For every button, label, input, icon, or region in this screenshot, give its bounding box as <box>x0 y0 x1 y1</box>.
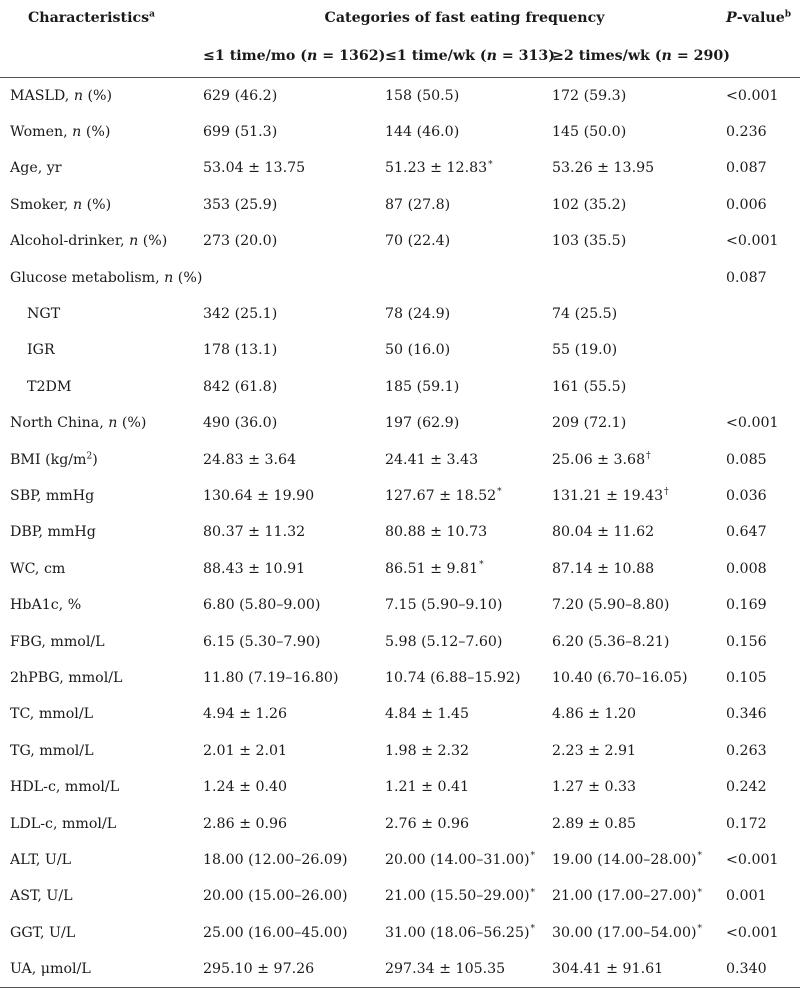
cell-pvalue: 0.036 <box>726 487 767 504</box>
cell-group-3: 80.04 ± 11.62 <box>552 524 655 541</box>
cell-group-3: 4.86 ± 1.20 <box>552 706 637 723</box>
table-row <box>0 478 800 514</box>
row-label: NGT <box>27 306 61 323</box>
cell-group-1: 178 (13.1) <box>203 342 278 359</box>
row-label: ALT, U/L <box>10 851 72 868</box>
cell-group-2: 185 (59.1) <box>385 378 460 395</box>
cell-pvalue: 0.346 <box>726 706 767 723</box>
cell-pvalue: 0.236 <box>726 124 767 141</box>
cell-group-2: 78 (24.9) <box>385 306 451 323</box>
cell-group-2: 4.84 ± 1.45 <box>385 706 470 723</box>
row-label: Glucose metabolism, n (%) <box>10 269 203 286</box>
cell-pvalue: 0.169 <box>726 597 767 614</box>
cell-pvalue: 0.340 <box>726 960 767 977</box>
significance-mark: * <box>697 887 703 898</box>
row-label: TG, mmol/L <box>10 742 94 759</box>
cell-group-1: 1.24 ± 0.40 <box>203 779 288 796</box>
cell-pvalue: 0.006 <box>726 196 767 213</box>
table-row <box>0 551 800 587</box>
cell-group-1: 699 (51.3) <box>203 124 278 141</box>
cell-group-1: 295.10 ± 97.26 <box>203 960 315 977</box>
cell-pvalue <box>726 296 800 332</box>
cell-pvalue: 0.647 <box>726 524 767 541</box>
table-row <box>0 332 800 368</box>
cell-group-1: 273 (20.0) <box>203 233 278 250</box>
cell-group-3: 131.21 ± 19.43† <box>552 487 669 504</box>
cell-group-3: 103 (35.5) <box>552 233 627 250</box>
cell-group-1: 18.00 (12.00–26.09) <box>203 851 348 868</box>
cell-pvalue: 0.263 <box>726 742 767 759</box>
cell-pvalue: <0.001 <box>726 87 779 104</box>
row-label: Alcohol-drinker, n (%) <box>10 233 168 250</box>
row-label: AST, U/L <box>10 888 73 905</box>
table-row <box>0 223 800 259</box>
cell-group-3: 172 (59.3) <box>552 87 627 104</box>
cell-group-3: 10.40 (6.70–16.05) <box>552 669 688 686</box>
cell-group-2: 2.76 ± 0.96 <box>385 815 470 832</box>
significance-mark: * <box>488 159 493 170</box>
row-label: Women, n (%) <box>10 124 111 141</box>
row-label: HbA1c, % <box>10 597 82 614</box>
header-group-3: ≥2 times/wk (n = 290) <box>552 48 730 64</box>
cell-group-2: 7.15 (5.90–9.10) <box>385 597 503 614</box>
cell-group-2: 80.88 ± 10.73 <box>385 524 488 541</box>
cell-pvalue: 0.087 <box>726 269 767 286</box>
cell-group-3: 30.00 (17.00–54.00)* <box>552 923 703 941</box>
cell-pvalue <box>726 369 800 405</box>
cell-group-2: 21.00 (15.50–29.00)* <box>385 887 536 905</box>
cell-pvalue: 0.156 <box>726 633 767 650</box>
cell-group-2: 87 (27.8) <box>385 196 451 213</box>
cell-group-1: 6.80 (5.80–9.00) <box>203 597 321 614</box>
cell-group-2: 86.51 ± 9.81* <box>385 560 484 577</box>
cell-pvalue <box>726 332 800 368</box>
header-group-2: ≤1 time/wk (n = 313) <box>385 48 555 64</box>
cell-group-3: 7.20 (5.90–8.80) <box>552 597 670 614</box>
cell-group-1: 130.64 ± 19.90 <box>203 487 315 504</box>
table-row <box>0 405 800 441</box>
cell-pvalue: 0.172 <box>726 815 767 832</box>
cell-group-3: 161 (55.5) <box>552 378 627 395</box>
table-row <box>0 914 800 950</box>
header-characteristics: Characteristics$^a$ <box>28 8 155 26</box>
cell-group-2: 1.98 ± 2.32 <box>385 742 470 759</box>
header-empty-p <box>726 35 800 78</box>
cell-group-1: 2.86 ± 0.96 <box>203 815 288 832</box>
cell-group-3: 209 (72.1) <box>552 415 627 432</box>
header-pvalue: P-value$^b$ <box>726 8 792 26</box>
cell-group-2: 158 (50.5) <box>385 87 460 104</box>
cell-group-2: 50 (16.0) <box>385 342 451 359</box>
cell-group-3: 19.00 (14.00–28.00)* <box>552 851 703 868</box>
cell-group-1: 4.94 ± 1.26 <box>203 706 288 723</box>
table-row <box>0 441 800 477</box>
table-row <box>0 114 800 150</box>
row-label: Age, yr <box>10 160 62 177</box>
cell-group-1: 25.00 (16.00–45.00) <box>203 924 348 941</box>
cell-group-1: 20.00 (15.00–26.00) <box>203 888 348 905</box>
cell-group-1: 2.01 ± 2.01 <box>203 742 288 759</box>
cell-group-2: 144 (46.0) <box>385 124 460 141</box>
table-row <box>0 259 800 295</box>
significance-mark: * <box>530 887 536 898</box>
significance-mark: * <box>497 487 502 498</box>
significance-mark: * <box>697 851 703 862</box>
row-label: IGR <box>27 342 55 359</box>
significance-mark: * <box>479 560 484 571</box>
cell-group-2: 127.67 ± 18.52* <box>385 487 502 504</box>
cell-group-1: 53.04 ± 13.75 <box>203 160 306 177</box>
cell-group-3: 102 (35.2) <box>552 196 627 213</box>
cell-pvalue: 0.008 <box>726 560 767 577</box>
table-row <box>0 514 800 550</box>
significance-mark: † <box>664 487 669 498</box>
cell-pvalue: 0.085 <box>726 451 767 468</box>
table-row <box>0 696 800 732</box>
header-group-1: ≤1 time/mo (n = 1362) <box>203 48 386 64</box>
table-row <box>0 587 800 623</box>
cell-group-3: 304.41 ± 91.61 <box>552 960 664 977</box>
cell-pvalue: 0.001 <box>726 888 767 905</box>
table-header <box>0 0 800 78</box>
significance-mark: * <box>530 923 536 934</box>
cell-group-1: 11.80 (7.19–16.80) <box>203 669 339 686</box>
header-empty <box>0 35 203 78</box>
row-label: HDL-c, mmol/L <box>10 779 120 796</box>
table-row <box>0 296 800 332</box>
cell-group-1: 24.83 ± 3.64 <box>203 451 297 468</box>
table-row <box>0 733 800 769</box>
table-row <box>0 878 800 914</box>
cell-group-3: 25.06 ± 3.68† <box>552 450 651 468</box>
significance-mark: † <box>646 450 651 461</box>
row-label: DBP, mmHg <box>10 524 96 541</box>
row-label: FBG, mmol/L <box>10 633 105 650</box>
table-row <box>0 660 800 696</box>
table-row <box>0 805 800 841</box>
cell-group-2: 1.21 ± 0.41 <box>385 779 470 796</box>
cell-group-3: 2.89 ± 0.85 <box>552 815 637 832</box>
table-row <box>0 150 800 186</box>
cell-pvalue: <0.001 <box>726 415 779 432</box>
table-body <box>0 78 800 988</box>
row-label: SBP, mmHg <box>10 487 95 504</box>
cell-group-3: 145 (50.0) <box>552 124 627 141</box>
row-label: UA, μmol/L <box>10 960 91 977</box>
cell-group-2: 5.98 (5.12–7.60) <box>385 633 503 650</box>
table-row <box>0 842 800 878</box>
cell-group-3 <box>552 259 726 295</box>
row-label: MASLD, n (%) <box>10 87 113 104</box>
table-row <box>0 78 800 114</box>
cell-pvalue: <0.001 <box>726 924 779 941</box>
row-label: TC, mmol/L <box>10 706 94 723</box>
table-row <box>0 769 800 805</box>
row-label: T2DM <box>27 378 72 395</box>
cell-group-1: 353 (25.9) <box>203 196 278 213</box>
cell-group-1: 6.15 (5.30–7.90) <box>203 633 321 650</box>
row-label: GGT, U/L <box>10 924 76 941</box>
cell-pvalue: 0.242 <box>726 779 767 796</box>
cell-pvalue: 0.105 <box>726 669 767 686</box>
cell-group-3: 53.26 ± 13.95 <box>552 160 655 177</box>
cell-group-3: 74 (25.5) <box>552 306 618 323</box>
row-label: 2hPBG, mmol/L <box>10 669 123 686</box>
row-label: North China, n (%) <box>10 415 147 432</box>
cell-group-1: 80.37 ± 11.32 <box>203 524 306 541</box>
cell-group-2: 10.74 (6.88–15.92) <box>385 669 521 686</box>
table-row <box>0 623 800 659</box>
cell-group-3: 55 (19.0) <box>552 342 618 359</box>
table-row <box>0 369 800 405</box>
cell-group-2: 51.23 ± 12.83* <box>385 159 493 177</box>
header-categories: Categories of fast eating frequency <box>324 9 605 26</box>
table-row <box>0 187 800 223</box>
row-label: WC, cm <box>10 560 66 577</box>
cell-group-1: 88.43 ± 10.91 <box>203 560 306 577</box>
significance-mark: * <box>697 923 703 934</box>
cell-pvalue: 0.087 <box>726 160 767 177</box>
cell-group-1: 490 (36.0) <box>203 415 278 432</box>
cell-group-2 <box>385 259 552 295</box>
row-label: LDL-c, mmol/L <box>10 815 117 832</box>
cell-pvalue: <0.001 <box>726 851 779 868</box>
cell-group-1: 342 (25.1) <box>203 306 278 323</box>
cell-group-2: 70 (22.4) <box>385 233 451 250</box>
cell-group-2: 31.00 (18.06–56.25)* <box>385 923 536 941</box>
row-label: BMI $(kg/m^2)$ <box>10 450 98 468</box>
cell-group-1 <box>203 259 385 295</box>
table-row <box>0 951 800 987</box>
significance-mark: * <box>530 851 536 862</box>
cell-group-3: 6.20 (5.36–8.21) <box>552 633 670 650</box>
row-label: Smoker, n (%) <box>10 196 112 213</box>
cell-group-3: 21.00 (17.00–27.00)* <box>552 887 703 905</box>
cell-group-2: 197 (62.9) <box>385 415 460 432</box>
cell-group-3: 2.23 ± 2.91 <box>552 742 637 759</box>
cell-group-1: 629 (46.2) <box>203 87 278 104</box>
cell-group-2: 297.34 ± 105.35 <box>385 960 506 977</box>
cell-group-2: 24.41 ± 3.43 <box>385 451 479 468</box>
cell-group-2: 20.00 (14.00–31.00)* <box>385 851 536 868</box>
cell-pvalue: <0.001 <box>726 233 779 250</box>
cell-group-3: 87.14 ± 10.88 <box>552 560 655 577</box>
cell-group-1: 842 (61.8) <box>203 378 278 395</box>
cell-group-3: 1.27 ± 0.33 <box>552 779 637 796</box>
